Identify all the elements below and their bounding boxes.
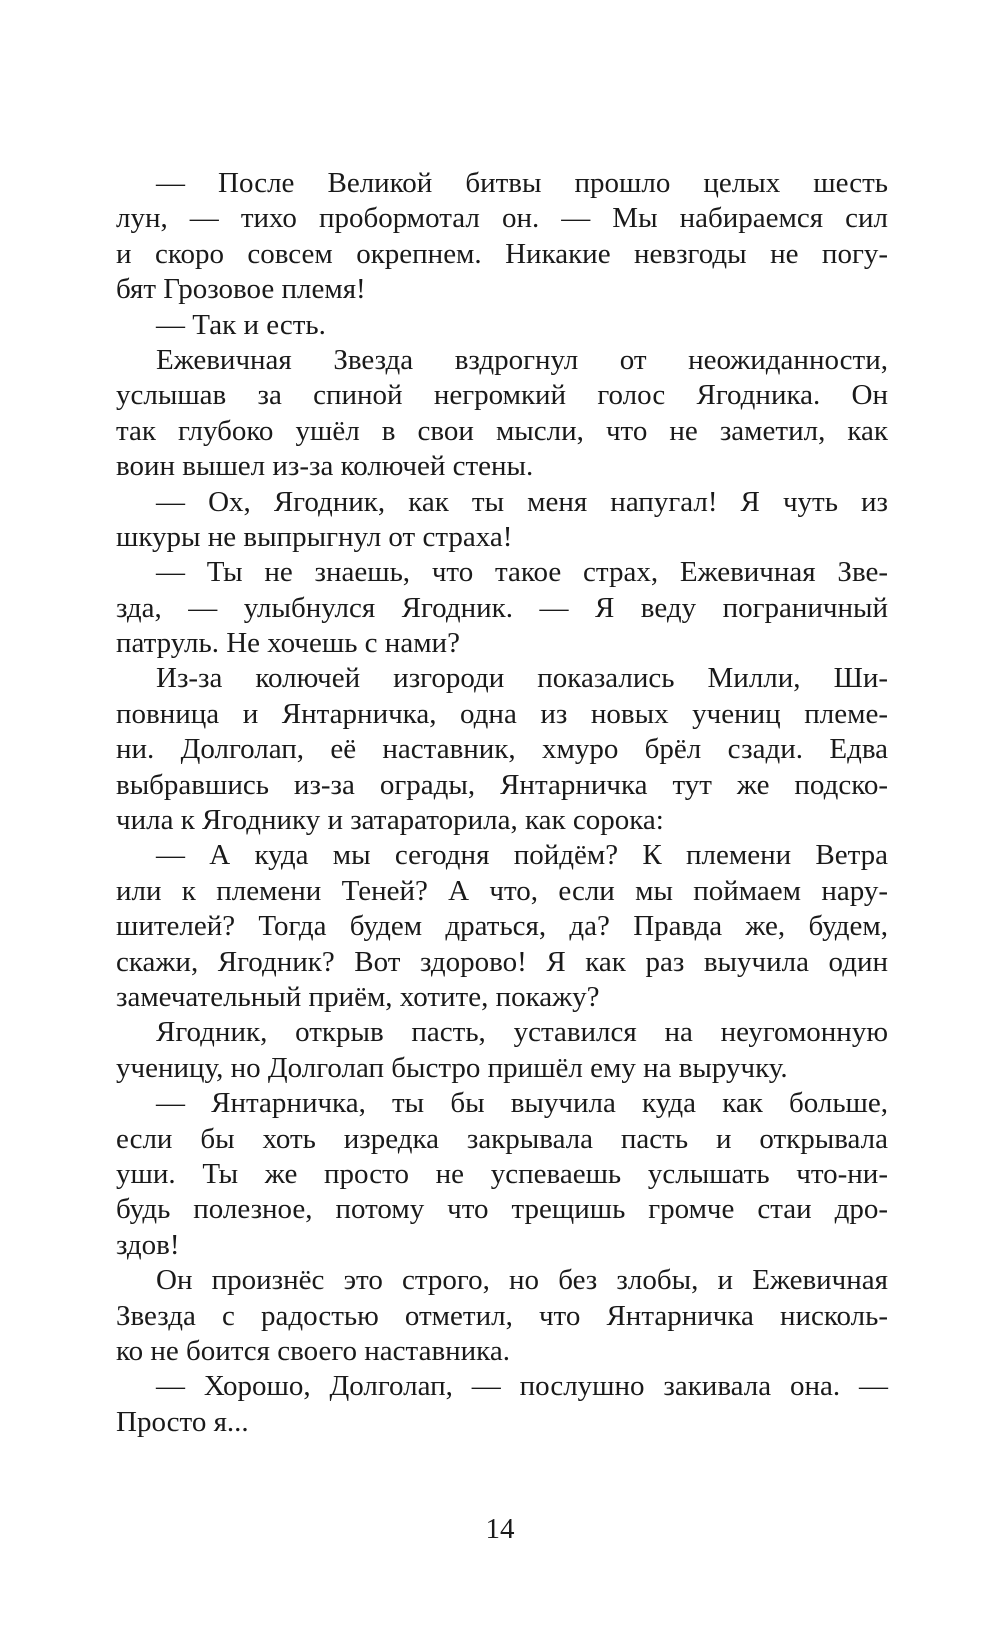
text-line: бят Грозовое племя! — [116, 273, 366, 306]
text-line: повница и Янтарничка, одна из новых учениц племе- — [116, 697, 888, 730]
text-line: — Хорошо, Долголап, — послушно закивала она. — — [156, 1370, 888, 1403]
text-line: уши. Ты же просто не успеваешь услышать что-ни- — [116, 1157, 888, 1190]
text-line: Он произнёс это строго, но без злобы, и Ежевичная — [156, 1264, 888, 1297]
text-line: — Янтарничка, ты бы выучила куда как больше, — [156, 1087, 888, 1120]
text-line: скажи, Ягодник? Вот здорово! Я как раз выучила один — [116, 945, 888, 978]
text-line: — Ох, Ягодник, как ты меня напугал! Я чуть из — [156, 485, 888, 518]
page-number: 14 — [485, 1513, 515, 1545]
text-line: ко не боится своего наставника. — [116, 1334, 510, 1367]
book-page-text — [116, 166, 888, 1440]
text-line: или к племени Теней? А что, если мы поймаем нару- — [116, 874, 888, 907]
text-line: выбравшись из-за ограды, Янтарничка тут же подско- — [116, 768, 888, 801]
text-line: — После Великой битвы прошло целых шесть — [156, 167, 888, 199]
text-line: Ягодник, открыв пасть, уставился на неугомонную — [156, 1016, 888, 1049]
text-line: шкуры не выпрыгнул от страха! — [116, 520, 513, 553]
text-line: Из-за колючей изгороди показались Милли, Ши- — [156, 662, 888, 695]
text-line: услышав за спиной негромкий голос Ягодника. Он — [116, 379, 888, 412]
text-line: — Ты не знаешь, что такое страх, Ежевичная Зве- — [156, 556, 888, 589]
text-line: ученицу, но Долголап быстро пришёл ему на выручку. — [116, 1051, 788, 1084]
text-line: будь полезное, потому что трещишь громче стаи дро- — [116, 1193, 888, 1226]
text-line: Звезда с радостью отметил, что Янтарничка нисколь- — [116, 1299, 888, 1332]
text-line: Просто я... — [116, 1405, 249, 1438]
text-line: патруль. Не хочешь с нами? — [116, 627, 460, 660]
text-line: зда, — улыбнулся Ягодник. — Я веду пограничный — [116, 591, 888, 624]
text-line: и скоро совсем окрепнем. Никакие невзгоды не погу- — [116, 237, 888, 270]
text-line: замечательный приём, хотите, покажу? — [116, 980, 600, 1013]
text-line: воин вышел из-за колючей стены. — [116, 450, 534, 483]
text-line: Ежевичная Звезда вздрогнул от неожиданности, — [156, 343, 888, 376]
text-line: чила к Ягоднику и затараторила, как сорока: — [116, 804, 664, 837]
text-line: лун, — тихо пробормотал он. — Мы набираемся сил — [116, 202, 888, 235]
text-line: если бы хоть изредка закрывала пасть и открывала — [116, 1122, 888, 1155]
text-line: ни. Долголап, её наставник, хмуро брёл сзади. Едва — [116, 733, 888, 766]
text-line: так глубоко ушёл в свои мысли, что не заметил, как — [116, 414, 888, 447]
text-line: — А куда мы сегодня пойдём? К племени Ветра — [156, 839, 888, 872]
text-line: шителей? Тогда будем драться, да? Правда же, будем, — [116, 910, 888, 943]
text-line: здов! — [116, 1228, 180, 1261]
text-line: — Так и есть. — [156, 308, 326, 341]
